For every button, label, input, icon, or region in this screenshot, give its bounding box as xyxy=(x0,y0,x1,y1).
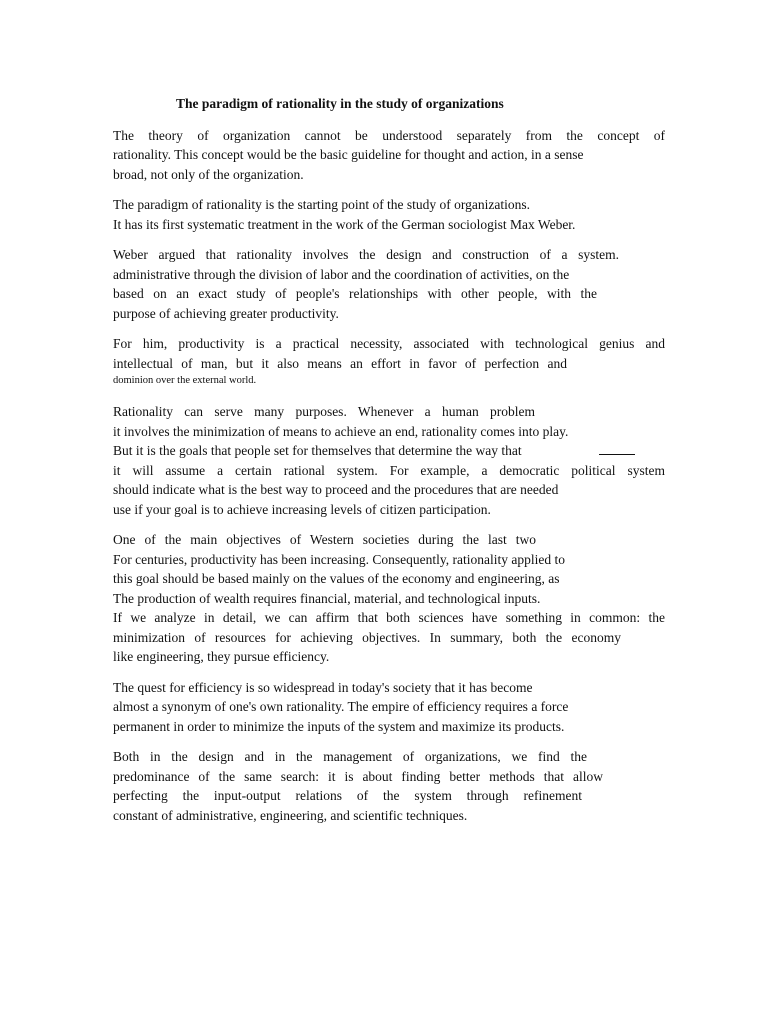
text-line: For him, productivity is a practical necessity, associated with technological genius and xyxy=(113,336,665,351)
paragraph-2 xyxy=(113,195,665,234)
text-line: The quest for efficiency is so widespread in today's society that it has become xyxy=(113,679,533,695)
text-line: broad, not only of the organization. xyxy=(113,166,304,182)
text-line: intellectual of man, but it also means an effort in favor of perfection and xyxy=(113,355,567,371)
text-line: Rationality can serve many purposes. Whenever a human problem xyxy=(113,404,535,419)
paragraph-4 xyxy=(113,334,665,388)
text-line: perfecting the input-output relations of the system through refinement xyxy=(113,788,582,803)
text-line: administrative through the division of labor and the coordination of activities, on the xyxy=(113,266,570,282)
text-line: If we analyze in detail, we can affirm that both sciences have something in common: the xyxy=(113,610,665,625)
text-line: It has its first systematic treatment in the work of the German sociologist Max Weber. xyxy=(113,216,576,232)
text-line: predominance of the same search: it is about finding better methods that allow xyxy=(113,768,603,784)
paragraph-1 xyxy=(113,126,665,185)
text-line: The paradigm of rationality is the starting point of the study of organizations. xyxy=(113,197,531,212)
paragraph-3 xyxy=(113,245,665,323)
document-title: The paradigm of rationality in the study of organizations xyxy=(176,96,504,111)
text-line: dominion over the external world. xyxy=(113,375,257,386)
text-line: But it is the goals that people set for themselves that determine the way that xyxy=(113,443,522,458)
text-line: permanent in order to minimize the inputs of the system and maximize its products. xyxy=(113,718,565,734)
text-line: Weber argued that rationality involves the design and construction of a system. xyxy=(113,247,619,262)
text-line: One of the main objectives of Western societies during the last two xyxy=(113,532,536,547)
text-line: rationality. This concept would be the basic guideline for thought and action, in a sense xyxy=(113,147,584,162)
text-line: minimization of resources for achieving objectives. In summary, both the economy xyxy=(113,629,621,645)
text-line: almost a synonym of one's own rationality. The empire of efficiency requires a force xyxy=(113,699,569,714)
paragraph-7 xyxy=(113,678,665,737)
text-line: this goal should be based mainly on the values of the economy and engineering, as xyxy=(113,571,560,586)
text-line: should indicate what is the best way to proceed and the procedures that are needed xyxy=(113,482,559,497)
text-line-with-blank xyxy=(113,441,635,461)
text-line: it involves the minimization of means to achieve an end, rationality comes into play. xyxy=(113,423,569,439)
fill-in-blank xyxy=(599,442,635,455)
text-line: based on an exact study of people's relationships with other people, with the xyxy=(113,286,597,301)
text-line: For centuries, productivity has been increasing. Consequently, rationality applied to xyxy=(113,551,566,567)
text-line: constant of administrative, engineering, and scientific techniques. xyxy=(113,807,468,823)
paragraph-8 xyxy=(113,747,665,825)
text-line: use if your goal is to achieve increasing levels of citizen participation. xyxy=(113,501,491,517)
text-line: like engineering, they pursue efficiency. xyxy=(113,649,330,664)
text-line: Both in the design and in the management of organizations, we find the xyxy=(113,749,587,764)
paragraph-6 xyxy=(113,530,665,667)
text-line: The production of wealth requires financial, material, and technological inputs. xyxy=(113,590,541,606)
document-page xyxy=(113,94,665,836)
text-line: it will assume a certain rational system. For example, a democratic political system xyxy=(113,462,665,478)
paragraph-5 xyxy=(113,402,665,519)
text-line: The theory of organization cannot be understood separately from the concept of xyxy=(113,127,665,143)
text-line: purpose of achieving greater productivity. xyxy=(113,305,339,321)
